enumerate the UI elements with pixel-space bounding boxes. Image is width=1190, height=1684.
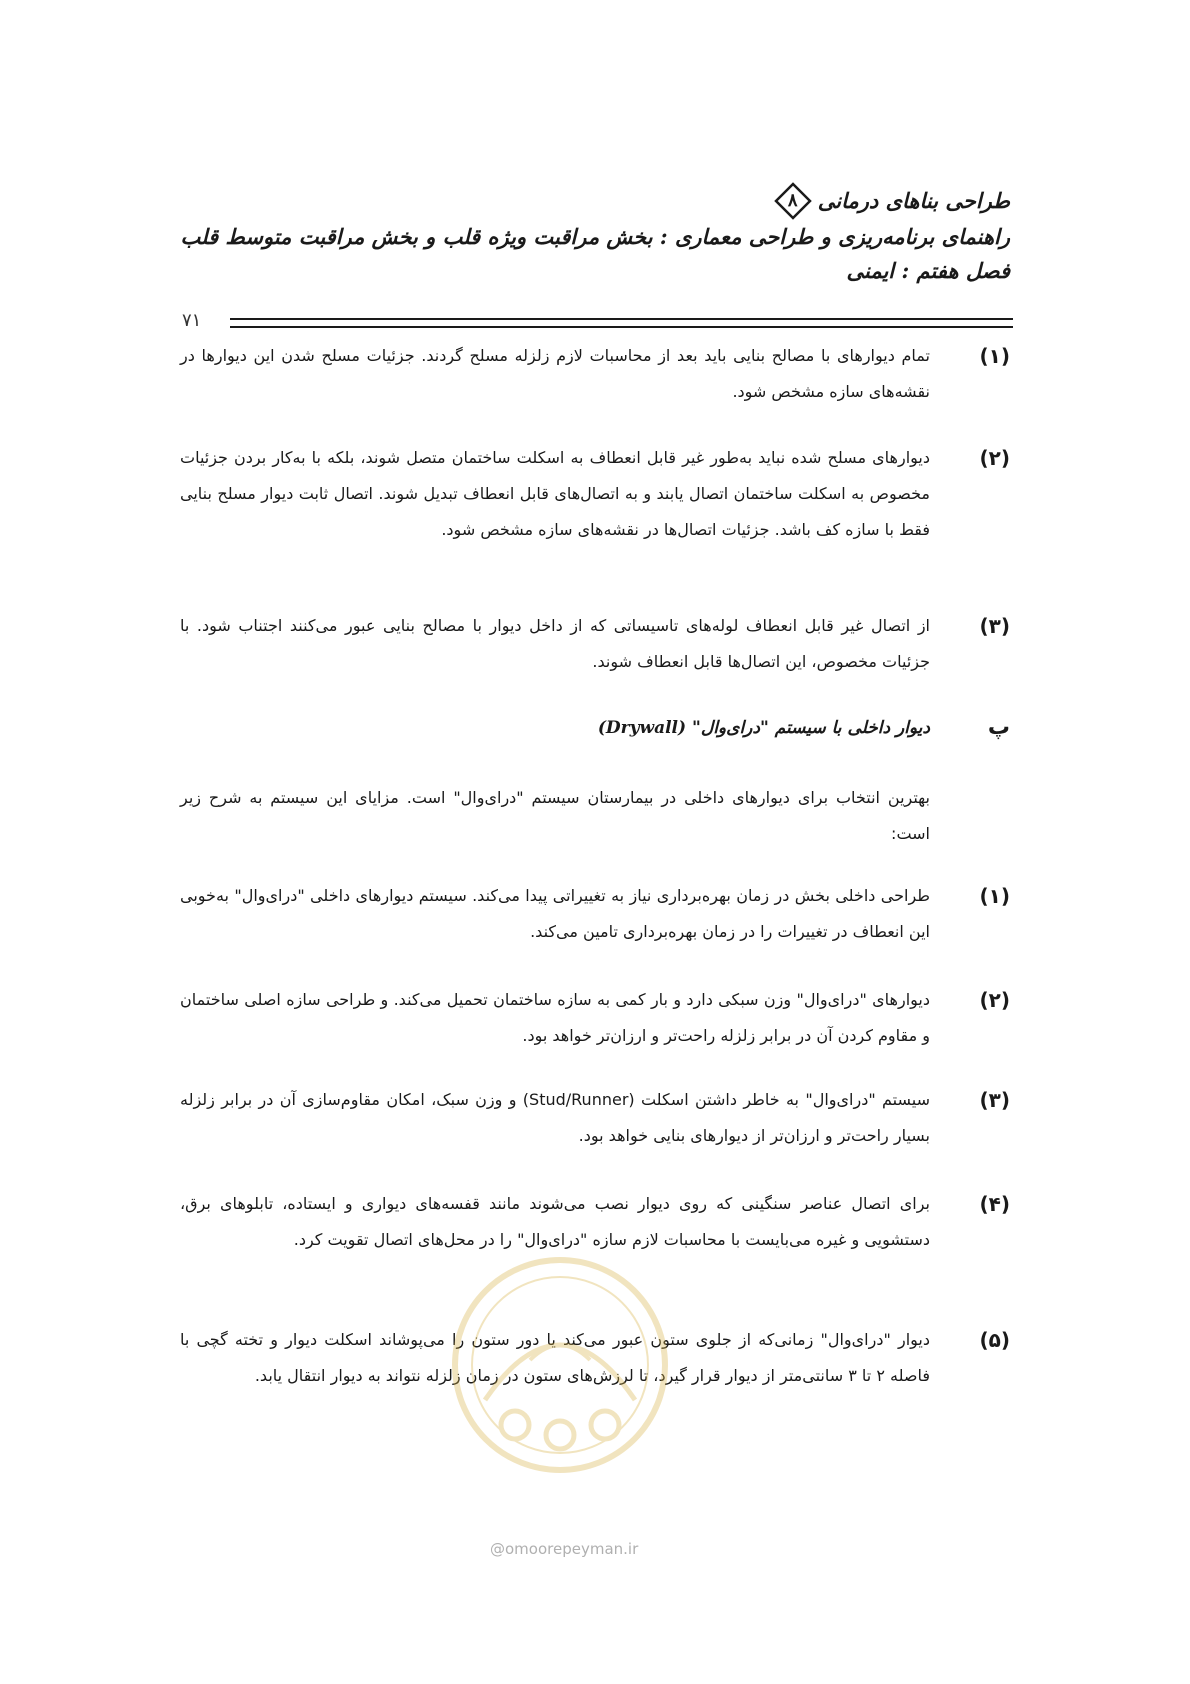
list-item-text: دیوار "درای‌وال" زمانی‌که از جلوی ستون عبور می‌کند یا دور ستون را می‌پوشاند اسکلت دیوار و تخته گچی با فاصله ۲ تا ۳ سانتی‌متر از دیوار قرار گیرد، تا لرزش‌های ستون در زمان زلزله نتواند به دیوار انتقال یابد. [180, 1330, 930, 1385]
document-header [160, 182, 1010, 288]
list-item [180, 338, 1010, 410]
section-heading [180, 710, 1010, 746]
list-item-text: طراحی داخلی بخش در زمان بهره‌برداری نیاز به تغییراتی پیدا می‌کند. سیستم دیوارهای داخلی "درای‌وال" به‌خوبی این انعطاف در تغییرات را در زمان بهره‌برداری تامین می‌کند. [180, 886, 930, 941]
section-title: دیوار داخلی با سیستم "درای‌وال" (Drywall) [597, 718, 930, 738]
list-item-text: دیوارهای "درای‌وال" وزن سبکی دارد و بار کمی به سازه ساختمان تحمیل می‌کند. و طراحی سازه اصلی ساختمان و مقاوم کردن آن در برابر زلزله راحت‌تر و ارزان‌تر خواهد بود. [180, 990, 930, 1045]
chapter-number: ۸ [787, 190, 798, 211]
header-divider [230, 318, 1013, 328]
list-item [180, 982, 1010, 1054]
series-title-row [160, 182, 1010, 220]
list-item [180, 1082, 1010, 1154]
series-title: طراحی بناهای درمانی [817, 188, 1010, 213]
watermark-logo-icon [445, 1250, 675, 1480]
list-item-text: تمام دیوارهای با مصالح بنایی باید بعد از محاسبات لازم زلزله مسلح گردند. جزئیات مسلح شدن این دیوارها در نقشه‌های سازه مشخص شود. [180, 346, 930, 401]
list-item [180, 608, 1010, 680]
list-item-number: (۳) [979, 1088, 1010, 1112]
list-item-text: دیوارهای مسلح شده نباید به‌طور غیر قابل انعطاف به اسکلت ساختمان متصل شوند، بلکه با به‌کار بردن جزئیات مخصوص به اسکلت ساختمان اتصال یابند و به اتصال‌های قابل انعطاف تبدیل شوند. اتصال ثابت دیوار مسلح بنایی فقط با سازه کف باشد. جزئیات اتصال‌ها در نقشه‌های سازه مشخص شود. [180, 448, 930, 539]
list-item-number: (۵) [979, 1328, 1010, 1352]
list-item [180, 1186, 1010, 1258]
list-item-number: (۱) [979, 884, 1010, 908]
list-item-number: (۱) [979, 344, 1010, 368]
list-item-number: (۲) [979, 446, 1010, 470]
watermark-url: @omoorepeyman.ir [490, 1540, 639, 1558]
section-letter: پ [987, 715, 1010, 740]
list-item-text: سیستم "درای‌وال" به خاطر داشتن اسکلت (Stud/Runner) و وزن سبک، امکان مقاوم‌سازی آن در برابر زلزله بسیار راحت‌تر و ارزان‌تر از دیوارهای بنایی خواهد بود. [180, 1090, 931, 1145]
list-item-number: (۳) [979, 614, 1010, 638]
list-item-number: (۴) [979, 1192, 1010, 1216]
chapter-number-badge [774, 182, 812, 220]
list-item-number: (۲) [979, 988, 1010, 1012]
list-item-text: برای اتصال عناصر سنگینی که روی دیوار نصب می‌شوند مانند قفسه‌های دیواری و ایستاده، تابلوهای برق، دستشویی و غیره می‌بایست با محاسبات لازم سازه "درای‌وال" را در محل‌های اتصال تقویت کرد. [180, 1194, 930, 1249]
document-subtitle: راهنمای برنامه‌ریزی و طراحی معماری : بخش مراقبت ویژه قلب و بخش مراقبت متوسط قلب [180, 224, 1010, 249]
page-number: ۷۱ [182, 310, 202, 331]
list-item-text: از اتصال غیر قابل انعطاف لوله‌های تاسیساتی که از داخل دیوار با مصالح بنایی عبور می‌کنند اجتناب شود. با جزئیات مخصوص، این اتصال‌ها قابل انعطاف شوند. [180, 616, 930, 671]
chapter-title: فصل هفتم : ایمنی [846, 258, 1010, 283]
list-item [180, 878, 1010, 950]
list-item [180, 440, 1010, 548]
intro-paragraph: بهترین انتخاب برای دیوارهای داخلی در بیمارستان سیستم "درای‌وال" است. مزایای این سیستم به شرح زیر است: [180, 788, 930, 843]
